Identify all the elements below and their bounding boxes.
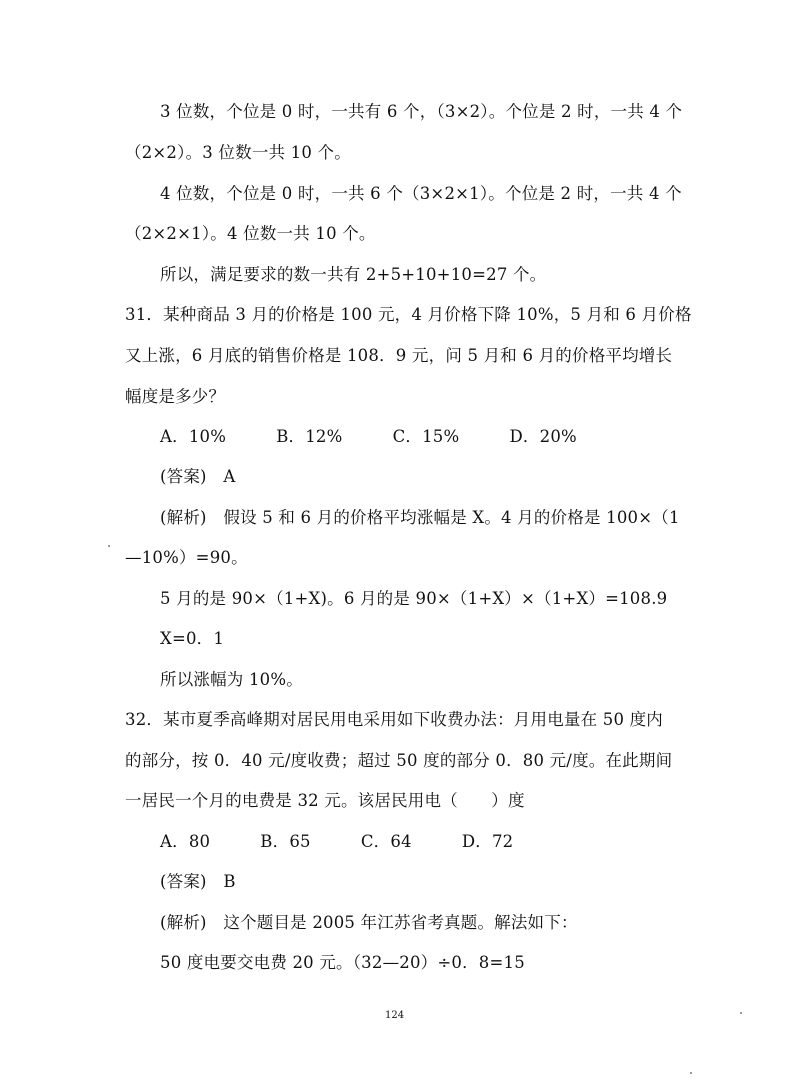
question-31-line-1: 31．某种商品 3 月的价格是 100 元，4 月价格下降 10%，5 月和 6 月价格: [125, 305, 692, 324]
text-line: （2×2×1）。4 位数一共 10 个。: [125, 224, 376, 243]
question-31-explanation: (解析) 假设 5 和 6 月的价格平均涨幅是 X。4 月的价格是 100×（1: [160, 508, 680, 527]
question-31-answer: (答案) A: [160, 467, 236, 486]
text-line: 5 月的是 90×（1+X)。6 月的是 90×（1+X）×（1+X）=108.9: [160, 589, 668, 608]
question-31-line-2: 又上涨，6 月底的销售价格是 108．9 元，问 5 月和 6 月的价格平均增长: [125, 346, 673, 365]
scan-speck: [740, 1012, 742, 1014]
question-31-line-3: 幅度是多少？: [125, 387, 226, 406]
question-32-line-2: 的部分，按 0．40 元/度收费；超过 50 度的部分 0．80 元/度。在此期间: [125, 751, 673, 770]
question-32-explanation: (解析) 这个题目是 2005 年江苏省考真题。解法如下：: [160, 913, 578, 932]
question-31-options: A．10% B．12% C．15% D．20%: [160, 427, 577, 446]
text-line: 3 位数，个位是 0 时，一共有 6 个，（3×2）。个位是 2 时，一共 4 个: [160, 102, 683, 121]
text-line: （2×2）。3 位数一共 10 个。: [125, 143, 351, 162]
text-line: —10%）=90。: [125, 548, 248, 567]
text-line: 所以涨幅为 10%。: [160, 670, 303, 689]
question-32-line-1: 32．某市夏季高峰期对居民用电采用如下收费办法：月用电量在 50 度内: [125, 710, 663, 729]
scan-speck: [690, 1072, 692, 1074]
text-line: 所以，满足要求的数一共有 2+5+10+10=27 个。: [160, 265, 547, 284]
text-line: X=0．1: [160, 629, 225, 648]
text-line: 50 度电要交电费 20 元。（32—20）÷0．8=15: [160, 953, 525, 972]
page-number: 124: [385, 1010, 405, 1021]
question-32-answer: (答案) B: [160, 872, 236, 891]
scan-speck: [108, 545, 110, 547]
question-32-line-3: 一居民一个月的电费是 32 元。该居民用电（ ）度: [125, 791, 525, 810]
question-32-options: A．80 B．65 C．64 D．72: [160, 832, 514, 851]
text-line: 4 位数，个位是 0 时，一共 6 个（3×2×1）。个位是 2 时，一共 4 个: [160, 184, 682, 203]
